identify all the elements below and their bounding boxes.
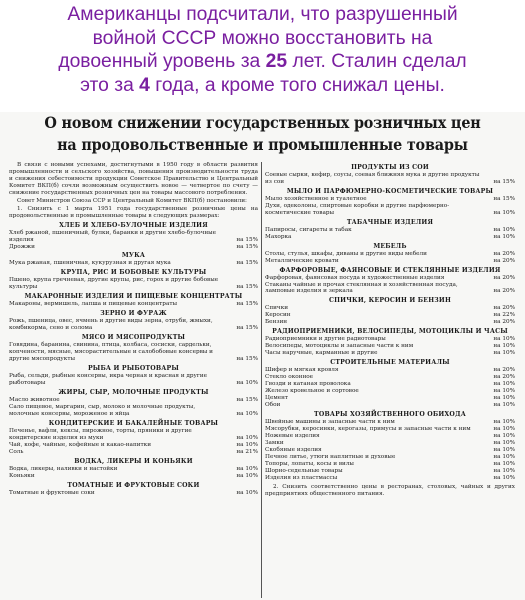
price-row (9, 397, 258, 404)
price-row (265, 461, 515, 468)
price-row (9, 342, 258, 363)
price-reduction: на 10% (493, 381, 515, 388)
price-row (9, 301, 258, 308)
article-headline (0, 112, 525, 156)
caption-line-3c: лет. Сталин сделал (287, 51, 467, 72)
product-name: Печенье, вафли, кексы, пирожное, торты, пряники и другие кондитерские изделия из муки (9, 427, 192, 441)
price-reduction: на 10% (493, 418, 515, 425)
product-name: Замки (265, 439, 284, 446)
product-name: Железо кровельное и сортовое (265, 388, 359, 395)
product-name: Стаканы чайные и прочая стеклянная и хозяйственная посуда, ламповые изделия и зеркала (265, 281, 458, 295)
section-title: ТОМАТНЫЕ И ФРУКТОВЫЕ СОКИ (67, 481, 200, 489)
section-title: МАКАРОННЫЕ ИЗДЕЛИЯ И ПИЩЕВЫЕ КОНЦЕНТРАТЫ (24, 293, 243, 301)
product-name: Топоры, лопаты, косы и вилы (265, 460, 354, 467)
product-name: Махорка (265, 233, 292, 240)
price-reduction: на 10% (493, 467, 515, 474)
product-name: Печное литье, утюги наплитные и духовые (265, 453, 396, 460)
product-name: Скобяные изделия (265, 446, 322, 453)
section-title: ФАРФОРОВЫЕ, ФАЯНСОВЫЕ И СТЕКЛЯННЫЕ ИЗДЕЛИЯ (279, 266, 501, 274)
section-title: РЫБА И РЫБОТОВАРЫ (87, 365, 180, 373)
price-reduction: на 20% (493, 250, 515, 257)
price-row (265, 227, 515, 234)
price-row (265, 234, 515, 241)
price-row (9, 230, 258, 244)
product-name: Дрожжи (9, 243, 35, 250)
price-reduction: на 10% (236, 410, 258, 417)
price-reduction: на 10% (236, 472, 258, 479)
price-row (265, 312, 515, 319)
price-reduction: на 10% (236, 434, 258, 441)
section-title: МЕБЕЛЬ (373, 242, 407, 250)
price-row (265, 381, 515, 388)
product-name: Духи, одеколоны, спиртовые коробки и другие парфюмерно-косметические товары (265, 202, 450, 216)
price-row (265, 388, 515, 395)
article-columns (6, 162, 519, 598)
price-row (265, 350, 515, 357)
product-name: Соль (9, 448, 24, 455)
price-row (265, 336, 515, 343)
price-reduction: на 20% (493, 319, 515, 326)
caption-overlay (0, 0, 525, 112)
product-name: Мука ржаная, пшеничная, кукурузная и другая мука (9, 260, 171, 267)
price-row (265, 196, 515, 203)
product-name: Часы наручные, карманные и другие (265, 350, 378, 357)
section-title: СПИЧКИ, КЕРОСИН И БЕНЗИН (328, 297, 451, 305)
headline-line-1: О новом снижении государственных розничных цен (44, 113, 481, 132)
caption-text (8, 3, 517, 97)
section-title: ТОВАРЫ ХОЗЯЙСТВЕННОГО ОБИХОДА (314, 410, 466, 418)
product-name: Столы, стулья, шкафы, диваны и другие виды мебели (265, 250, 427, 257)
product-name: Хлеб ржаной, пшеничный, булки, баранки и другие хлебо-булочные изделия (9, 229, 217, 243)
price-reduction: на 10% (493, 343, 515, 350)
section-title: КРУПА, РИС И БОБОВЫЕ КУЛЬТУРЫ (60, 269, 207, 277)
price-reduction: на 20% (493, 274, 515, 281)
price-reduction: на 15% (236, 325, 258, 332)
product-name: Металлические кровати (265, 257, 339, 264)
product-name: Обои (265, 401, 281, 408)
price-reduction: на 22% (493, 312, 515, 319)
price-reduction: на 15% (236, 301, 258, 308)
price-row (9, 442, 258, 449)
section-title: РАДИОПРИЕМНИКИ, ВЕЛОСИПЕДЫ, МОТОЦИКЛЫ И ЧАСЫ (272, 328, 508, 336)
price-reduction: на 10% (236, 441, 258, 448)
product-name: Гвозди и катаная проволока (265, 381, 351, 388)
caption-years-25: 25 (265, 51, 288, 72)
section-title: СТРОИТЕЛЬНЫЕ МАТЕРИАЛЫ (330, 359, 450, 367)
price-row (9, 404, 258, 418)
price-row (9, 373, 258, 387)
price-reduction: на 10% (493, 446, 515, 453)
price-reduction: на 15% (236, 356, 258, 363)
caption-years-4: 4 (139, 74, 150, 96)
product-name: Чай, кофе, чайные, кофейные и какао-напитки (9, 441, 152, 448)
product-name: Шифер и мягкая кровля (265, 367, 339, 374)
product-name: Велосипеды, мотоциклы и запасные части к ним (265, 343, 414, 350)
price-reduction: на 10% (493, 401, 515, 408)
section-title: ЗЕРНО И ФУРАЖ (100, 310, 167, 318)
section-title: ЖИРЫ, СЫР, МОЛОЧНЫЕ ПРОДУКТЫ (58, 388, 209, 396)
product-name: Изделия из пластмассы (265, 474, 338, 481)
price-row (9, 466, 258, 473)
section-title: МЫЛО И ПАРФЮМЕРНО-КОСМЕТИЧЕСКИЕ ТОВАРЫ (286, 187, 494, 195)
section-title: ХЛЕБ И ХЛЕБО-БУЛОЧНЫЕ ИЗДЕЛИЯ (59, 221, 208, 229)
product-name: Соевые сырки, кефир, соусы, соевая ближняя мука и другие продукты из сои (265, 172, 480, 185)
price-reduction: на 10% (493, 209, 515, 216)
right-column (262, 162, 518, 598)
product-name: Ножевые изделия (265, 432, 320, 439)
price-row (265, 305, 515, 312)
price-reduction: на 15% (236, 243, 258, 250)
price-reduction: на 20% (493, 305, 515, 312)
price-row (265, 426, 515, 433)
price-reduction: на 10% (493, 474, 515, 481)
price-row (9, 244, 258, 251)
price-reduction: на 15% (493, 195, 515, 202)
product-name: Масло животное (9, 396, 60, 403)
product-name: Рожь, пшеница, овес, ячмень и другие виды зерна, отруби, жмыхи, комбикорма, сено и солома (9, 318, 213, 332)
product-name: Говядина, баранина, свинина, птица, колбаса, сосиски, сардельки, копчености, мясные, мясорастительные и салобобовые консервы и другие мясопродукты (9, 342, 213, 363)
price-row (9, 318, 258, 332)
price-reduction: на 10% (493, 350, 515, 357)
product-name: Фарфоровая, фаянсовая посуда и художественные изделия (265, 274, 445, 281)
section-title: ВОДКА, ЛИКЕРЫ И КОНЬЯКИ (74, 457, 193, 465)
price-row (9, 473, 258, 480)
price-reduction: на 20% (493, 257, 515, 264)
price-reduction: на 10% (493, 388, 515, 395)
price-row (9, 490, 258, 497)
price-row (265, 275, 515, 282)
price-row (265, 319, 515, 326)
section-title: ТАБАЧНЫЕ ИЗДЕЛИЯ (346, 218, 434, 226)
price-row (9, 428, 258, 442)
price-reduction: на 10% (236, 465, 258, 472)
price-reduction: на 10% (493, 226, 515, 233)
price-row (265, 440, 515, 447)
closing-note: 2. Снизить соответственно цены в ресторанах, столовых, чайных и других предприятиях общественного питания. (265, 484, 515, 498)
section-title: МЯСО И МЯСОПРОДУКТЫ (81, 334, 186, 342)
product-name: Мясорубки, керосинки, керогазы, примусы и запасные части к ним (265, 425, 471, 432)
price-reduction: на 15% (493, 178, 515, 185)
price-row (265, 172, 515, 186)
price-reduction: на 10% (493, 233, 515, 240)
product-name: Рыба, сельди, рыбные консервы, икра черная и красная и другие рыботовары (9, 373, 208, 387)
price-reduction: на 10% (493, 439, 515, 446)
product-name: Папиросы, сигареты и табак (265, 226, 352, 233)
price-row (9, 260, 258, 267)
product-name: Радиоприемники и другие радиотовары (265, 336, 386, 343)
left-column (6, 162, 262, 598)
price-row (265, 374, 515, 381)
product-name: Коньяки (9, 472, 35, 479)
product-name: Макароны, вермишель, лапша и пищевые концентраты (9, 301, 178, 308)
price-reduction: на 20% (493, 288, 515, 295)
price-reduction: на 10% (493, 336, 515, 343)
price-row (265, 433, 515, 440)
product-name: Керосин (265, 312, 291, 319)
price-row (265, 454, 515, 461)
price-row (9, 449, 258, 456)
intro-paragraph-1: В связи с новыми успехами, достигнутыми в 1950 году в области развития промышленности и сельского хозяйства, повышения производительности труда и снижения себестоимости продукции Советское Правительство и Центральный Комитет ВКП(б) сочли возможным осуществить новое — четвертое по счету — снижение государственных розничных цен на товары массового потребления. (9, 162, 258, 196)
product-name: Цемент (265, 394, 289, 401)
price-reduction: на 10% (493, 425, 515, 432)
price-row (265, 419, 515, 426)
product-name: Спички (265, 305, 289, 312)
price-row (265, 282, 515, 296)
caption-line-1: Американцы подсчитали, что разрушенный (67, 4, 458, 25)
left-price-sections (9, 222, 258, 497)
section-title: ПРОДУКТЫ ИЗ СОИ (351, 164, 429, 171)
product-name: Стекло оконное (265, 374, 314, 381)
price-row (9, 277, 258, 291)
price-reduction: на 15% (236, 236, 258, 243)
price-row (265, 251, 515, 258)
price-row (265, 395, 515, 402)
price-row (265, 343, 515, 350)
price-reduction: на 10% (493, 460, 515, 467)
caption-line-2: войной СССР можно восстановить на (92, 27, 433, 49)
price-reduction: на 10% (493, 432, 515, 439)
price-reduction: на 10% (236, 380, 258, 387)
product-name: Швейные машины и запасные части к ним (265, 418, 395, 425)
price-reduction: на 10% (493, 394, 515, 401)
price-row (265, 203, 515, 217)
price-row (265, 475, 515, 482)
product-name: Водка, ликеры, наливки и настойки (9, 465, 118, 472)
product-name: Пшено, крупа гречневая, другие крупы, рис, горох и другие бобовые культуры (9, 277, 219, 291)
price-reduction: на 15% (236, 284, 258, 291)
price-reduction: на 10% (236, 489, 258, 496)
product-name: Томатные и фруктовые соки (9, 489, 95, 496)
section-title: МУКА (121, 252, 146, 260)
price-reduction: на 20% (493, 367, 515, 374)
right-price-sections (265, 164, 515, 481)
product-name: Сало пищевое, маргарин, сыр, молоко и молочные продукты, молочные консервы, мороженое и яйца (9, 403, 196, 417)
price-row (265, 447, 515, 454)
caption-line-3a: довоенный уровень за (58, 51, 266, 72)
headline-line-2: на продовольственные и промышленные товары (57, 135, 468, 154)
price-reduction: на 15% (236, 260, 258, 267)
price-reduction: на 21% (236, 448, 258, 455)
intro-paragraph-2: Совет Министров Союза ССР и Центральный Комитет ВКП(б) постановили: (17, 197, 247, 204)
product-name: Бензин (265, 319, 288, 326)
price-reduction: на 20% (493, 374, 515, 381)
caption-line-4a: это за (80, 74, 140, 96)
section-title: КОНДИТЕРСКИЕ И БАКАЛЕЙНЫЕ ТОВАРЫ (48, 419, 219, 427)
price-reduction: на 10% (493, 453, 515, 460)
price-row (265, 258, 515, 265)
caption-line-4c: года, а кроме того снижал цены. (149, 74, 445, 96)
product-name: Шорно-седельные товары (265, 467, 343, 474)
price-row (265, 367, 515, 374)
intro-paragraph-3: 1. Снизить с 1 марта 1951 года государственные розничные цены на продовольственные и промышленные товары в следующих размерах: (9, 205, 258, 219)
price-row (265, 468, 515, 475)
product-name: Мыло хозяйственное и туалетное (265, 195, 367, 202)
price-reduction: на 15% (236, 396, 258, 403)
price-row (265, 402, 515, 409)
